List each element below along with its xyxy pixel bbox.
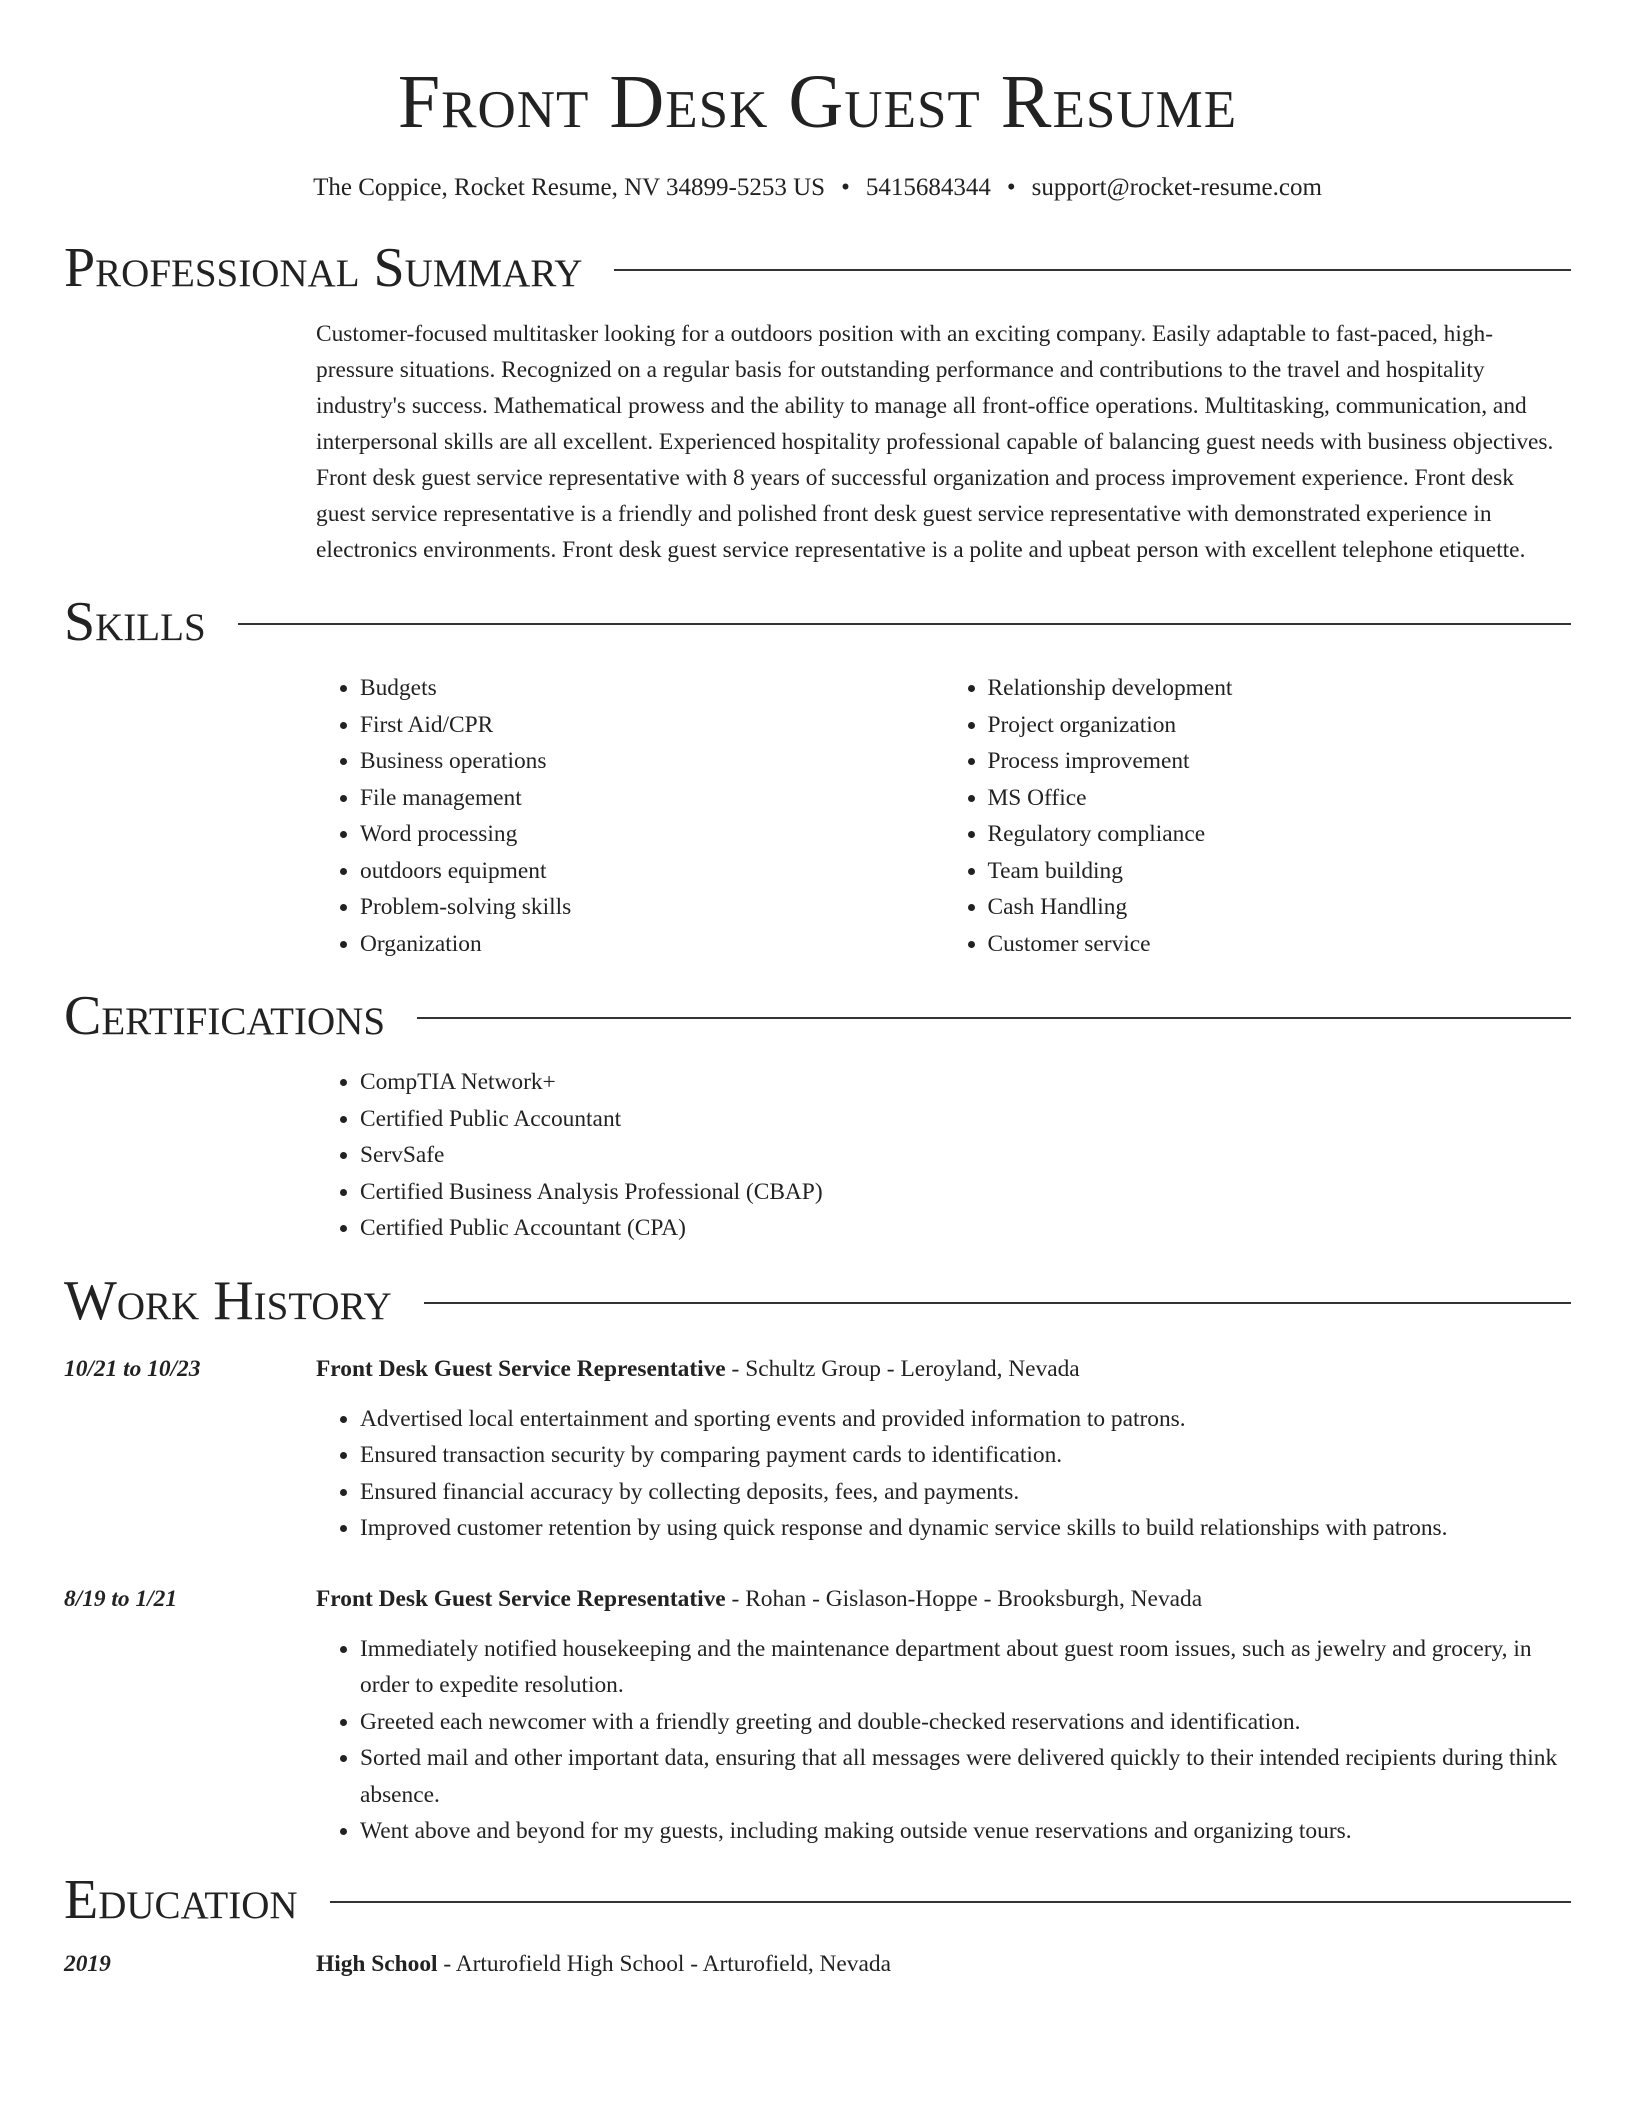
job-title: Front Desk Guest Service Representative [316, 1585, 726, 1612]
section-divider [424, 1302, 1571, 1304]
work-bullet: • Improved customer retention by using quick response and dynamic service skills to build relationships with patrons. [360, 1510, 1567, 1547]
certifications-list [316, 1064, 1571, 1247]
certification-item: • Certified Public Accountant (CPA) [360, 1210, 1571, 1247]
skill-item: • Relationship development [988, 670, 1572, 707]
work-entry [64, 1581, 1571, 1850]
summary-section-header [64, 237, 1571, 299]
skill-item: • File management [360, 780, 944, 817]
skill-item: • Team building [988, 853, 1572, 890]
work-bullet: • Sorted mail and other important data, ensuring that all messages were delivered quickly to their intended recipients during think absence. [360, 1740, 1567, 1813]
email: support@rocket-resume.com [1031, 174, 1322, 201]
skill-item: • Word processing [360, 816, 944, 853]
work-dates: 10/21 to 10/23 [64, 1355, 201, 1382]
school: - Arturofield High School - Arturofield, Nevada [437, 1950, 891, 1977]
skill-item: • Problem-solving skills [360, 889, 944, 926]
certification-item: • ServSafe [360, 1137, 1571, 1174]
education-section-header [64, 1868, 1571, 1931]
skills-list [316, 670, 1571, 962]
work-bullets [316, 1401, 1567, 1547]
section-divider [330, 1901, 1571, 1903]
education-entry [64, 1946, 1571, 1982]
certification-item: • Certified Business Analysis Professional (CBAP) [360, 1174, 1571, 1211]
certifications-section-header [64, 985, 1571, 1047]
degree: High School [316, 1950, 438, 1977]
employer: - Schultz Group - Leroyland, Nevada [725, 1355, 1080, 1382]
section-divider [614, 269, 1571, 271]
section-title-work: Work History [64, 1269, 392, 1332]
work-bullet: • Went above and beyond for my guests, including making outside venue reservations and organizing tours. [360, 1813, 1567, 1850]
resume-page [64, 0, 1571, 1982]
section-title-skills: Skills [64, 591, 206, 653]
skill-item: • Cash Handling [988, 889, 1572, 926]
work-bullet: • Ensured transaction security by comparing payment cards to identification. [360, 1437, 1567, 1474]
skills-column-left [316, 670, 944, 962]
work-bullet: • Advertised local entertainment and sporting events and provided information to patrons. [360, 1401, 1567, 1438]
skill-item: • Regulatory compliance [988, 816, 1572, 853]
address: The Coppice, Rocket Resume, NV 34899-5253 US [313, 174, 826, 201]
summary-text: Customer-focused multitasker looking for a outdoors position with an exciting company. Easily adaptable to fast-paced, high-pressure situations. Recognized on a regular basis for outstanding performance and contributions to the travel and hospitality industry's success. Mathematical prowess and the ability to manage all front-office operations. Multitasking, communication, and interpersonal skills are all excellent. Experienced hospitality professional capable of balancing guest needs with business objectives. Front desk guest service representative with 8 years of successful organization and process improvement experience. Front desk guest service representative is a friendly and polished front desk guest service representative with demonstrated experience in electronics environments. Front desk guest service representative is a polite and upbeat person with excellent telephone etiquette. [316, 321, 1554, 563]
contact-separator: • [841, 174, 850, 201]
skills-column-right [944, 670, 1572, 962]
phone: 5415684344 [865, 174, 991, 201]
education-details [316, 1946, 1567, 1982]
work-details [316, 1581, 1567, 1850]
work-bullet: • Ensured financial accuracy by collecting deposits, fees, and payments. [360, 1474, 1567, 1511]
skills-section-header [64, 591, 1571, 653]
skill-item: • outdoors equipment [360, 853, 944, 890]
skill-item: • Budgets [360, 670, 944, 707]
job-title: Front Desk Guest Service Representative [316, 1355, 726, 1382]
section-title-certifications: Certifications [64, 985, 386, 1047]
work-entry [64, 1351, 1571, 1547]
contact-separator: • [1006, 174, 1016, 201]
education-line [316, 1946, 1567, 1982]
skill-item: • Project organization [988, 707, 1572, 744]
work-section-header [64, 1269, 1571, 1332]
work-title-line [316, 1351, 1567, 1387]
skill-item: • Organization [360, 926, 944, 963]
work-bullet: • Immediately notified housekeeping and the maintenance department about guest room issues, such as jewelry and grocery, in order to expedite resolution. [360, 1631, 1567, 1704]
skill-item: • Customer service [988, 926, 1572, 963]
contact-line [64, 174, 1571, 202]
certification-item: • Certified Public Accountant [360, 1101, 1571, 1138]
education-year: 2019 [64, 1950, 111, 1977]
skill-item: • MS Office [988, 780, 1572, 817]
skill-item: • Process improvement [988, 743, 1572, 780]
skill-item: • First Aid/CPR [360, 707, 944, 744]
work-title-line [316, 1581, 1567, 1617]
work-bullet: • Greeted each newcomer with a friendly greeting and double-checked reservations and identification. [360, 1704, 1567, 1741]
section-divider [417, 1017, 1571, 1019]
work-details [316, 1351, 1567, 1547]
certification-item: • CompTIA Network+ [360, 1064, 1571, 1101]
work-dates: 8/19 to 1/21 [64, 1585, 178, 1612]
section-title-summary: Professional Summary [64, 237, 583, 299]
section-divider [238, 623, 1571, 625]
section-title-education: Education [64, 1868, 298, 1931]
employer: - Rohan - Gislason-Hoppe - Brooksburgh, Nevada [725, 1585, 1203, 1612]
certifications-bullets [316, 1064, 1571, 1247]
work-bullets [316, 1631, 1567, 1850]
resume-title: Front Desk Guest Resume [397, 60, 1238, 144]
skill-item: • Business operations [360, 743, 944, 780]
